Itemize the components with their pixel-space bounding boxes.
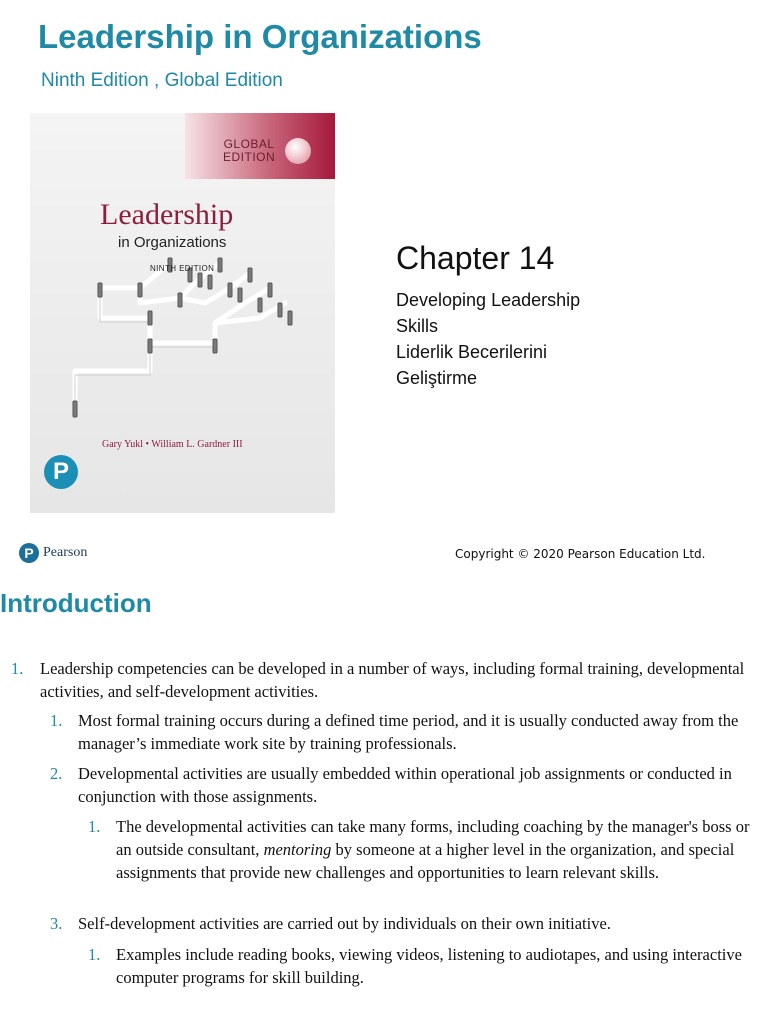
cover-edition: NINTH EDITION bbox=[150, 264, 215, 273]
list-item: Most formal training occurs during a defined time period, and it is usually conducted away from the manager’s immediate work site by training professionals. bbox=[78, 711, 739, 753]
list-number: 1. bbox=[11, 659, 24, 678]
chapter-line-3: Liderlik Becerilerini bbox=[396, 342, 548, 362]
list-number: 1. bbox=[50, 711, 63, 730]
list-item-emphasis: mentoring bbox=[263, 840, 332, 859]
chapter-line-2: Skills bbox=[396, 316, 439, 336]
global-badge-line2: EDITION bbox=[223, 150, 276, 164]
list-number: 1. bbox=[88, 945, 101, 964]
list-item bbox=[116, 815, 760, 884]
network-pins-illustration bbox=[30, 113, 335, 513]
pins bbox=[73, 258, 292, 417]
page-title: Leadership in Organizations bbox=[38, 18, 482, 55]
cover-authors: Gary Yukl • William L. Gardner III bbox=[102, 439, 243, 450]
list-item: Self-development activities are carried out by individuals on their own initiative. bbox=[78, 914, 611, 933]
list-item-text: The developmental activities can take many forms, including coaching by the manager's boss or an outside consultant, bbox=[116, 817, 750, 859]
pearson-logo-icon: P bbox=[44, 455, 78, 489]
list-item: Leadership competencies can be developed in a number of ways, including formal training, developmental activities, and self-development activities. bbox=[40, 659, 745, 701]
list-item: Developmental activities are usually embedded within operational job assignments or conducted in conjunction with those assignments. bbox=[78, 764, 732, 806]
list-number: 1. bbox=[88, 817, 101, 836]
edition-subtitle: Ninth Edition , Global Edition bbox=[41, 70, 283, 91]
list-item: Examples include reading books, viewing videos, listening to audiotapes, and using interactive computer programs for skill building. bbox=[116, 945, 742, 987]
chapter-line-1: Developing Leadership bbox=[396, 290, 581, 310]
chapter-line-4: Geliştirme bbox=[396, 368, 478, 388]
list-item-text: by someone at a higher level in the organization, and special assignments that provide new challenges and opportunities to learn relevant skills. bbox=[116, 840, 735, 882]
cover-subtitle: in Organizations bbox=[118, 234, 227, 251]
list-number: 3. bbox=[50, 914, 63, 933]
pearson-mark-icon: P bbox=[19, 543, 39, 563]
cover-title: Leadership bbox=[100, 198, 234, 231]
chapter-title: Chapter 14 bbox=[396, 240, 555, 276]
global-badge-line1: GLOBAL bbox=[223, 137, 275, 151]
list-number: 2. bbox=[50, 764, 63, 783]
pearson-wordmark: Pearson bbox=[43, 545, 88, 560]
book-cover bbox=[30, 113, 335, 513]
copyright-notice: Copyright © 2020 Pearson Education Ltd. bbox=[455, 547, 706, 561]
section-heading: Introduction bbox=[0, 588, 152, 618]
pearson-logo bbox=[19, 543, 87, 563]
